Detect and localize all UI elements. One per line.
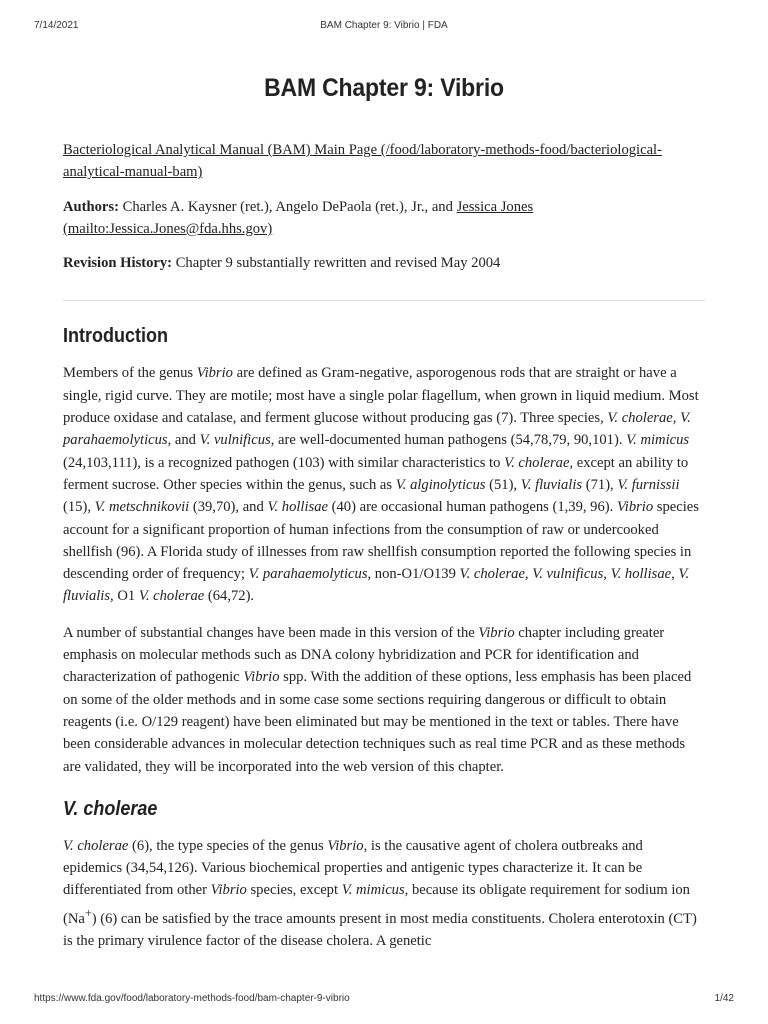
page-number: 1/42 bbox=[714, 993, 734, 1004]
v-cholerae-paragraph-1 bbox=[63, 835, 705, 952]
text-run: Members of the genus bbox=[63, 365, 197, 382]
text-run: species, except bbox=[246, 882, 342, 899]
text-run: (40) are occasional human pathogens (1,39, 96). bbox=[327, 499, 617, 516]
revision-text: Chapter 9 substantially rewritten and revised May 2004 bbox=[175, 255, 501, 272]
text-run: , bbox=[672, 410, 681, 427]
italic-run: V. vulnificus bbox=[199, 432, 271, 449]
text-run: (6), the type species of the genus bbox=[128, 837, 328, 854]
v-cholerae-heading: V. cholerae bbox=[63, 797, 158, 820]
author-email-link[interactable]: Jessica Jones (mailto:Jessica.Jones@fda.hhs.gov) bbox=[63, 198, 534, 237]
italic-run: V. parahaemolyticus bbox=[248, 566, 368, 583]
text-run: (64,72). bbox=[204, 588, 255, 605]
italic-run: Vibrio bbox=[196, 365, 233, 382]
text-run: A number of substantial changes have been made in this version of the bbox=[63, 624, 479, 641]
print-date: 7/14/2021 bbox=[34, 20, 79, 31]
text-run: except an ability to ferment sucrose. Other species within the genus, such as bbox=[63, 454, 689, 493]
text-run: (39,70), and bbox=[189, 499, 268, 516]
text-run: , and bbox=[167, 432, 200, 449]
document-body bbox=[63, 74, 705, 966]
superscript-plus: + bbox=[84, 905, 92, 920]
italic-run: V. metschnikovii bbox=[94, 499, 190, 516]
italic-run: Vibrio bbox=[243, 669, 280, 686]
page-title: BAM Chapter 9: Vibrio bbox=[264, 74, 504, 102]
text-run: , non-O1/O139 bbox=[367, 566, 460, 583]
bam-main-page-link[interactable]: Bacteriological Analytical Manual (BAM) Main Page (/food/laboratory-methods-food/bacteriological-analytical-manual-bam) bbox=[63, 142, 662, 181]
italic-run: V. cholerae bbox=[607, 410, 673, 427]
authors-line bbox=[63, 196, 705, 241]
italic-run: V. cholerae, bbox=[504, 454, 574, 471]
italic-run: V. alginolyticus bbox=[395, 476, 486, 493]
italic-run: V. cholerae bbox=[63, 837, 129, 854]
text-run: spp. With the addition of these options, less emphasis has been placed on some of the older methods and in some case some sections requiring dangerous or difficult to obtain reagents (i.e. O/129 reagent) have been eliminated but may be mentioned in the text or tables. There have been considerable advances in molecular detection techniques such as real time PCR and as these methods are validated, they will be incorporated into the web version of this chapter. bbox=[63, 669, 692, 775]
authors-label: Authors: bbox=[63, 198, 119, 215]
text-run: (71), bbox=[582, 476, 618, 493]
text-run: (51), bbox=[485, 476, 521, 493]
italic-run: Vibrio bbox=[210, 882, 247, 899]
text-run: species account for a significant proportion of human infections from the consumption of raw or undercooked shellfish (96). A Florida study of illnesses from raw shellfish consumption reported the following species in descending order of frequency; bbox=[63, 499, 699, 583]
text-run: O1 bbox=[113, 588, 139, 605]
italic-run: V. cholerae bbox=[138, 588, 205, 605]
revision-history-line bbox=[63, 252, 705, 274]
text-run: are defined as Gram-negative, asporogenous rods that are straight or have a single, rigid curve. They are motile; most have a single polar flagellum, when grown in liquid medium. Most produce oxidase and catalase, and ferment glucose without producing gas (7). Three species, bbox=[63, 365, 699, 427]
introduction-paragraph-1 bbox=[63, 362, 705, 607]
italic-run: V. cholerae, V. vulnificus, V. hollisae, V. fluvialis, bbox=[63, 566, 690, 605]
text-run: , are well-documented human pathogens (54,78,79, 90,101). bbox=[270, 432, 627, 449]
revision-label: Revision History: bbox=[63, 255, 173, 272]
main-page-paragraph bbox=[63, 139, 705, 184]
introduction-paragraph-2 bbox=[63, 622, 705, 778]
text-run: , is the causative agent of cholera outbreaks and epidemics (34,54,126). Various biochemical properties and antigenic types characterize it. It can be differentiated from other bbox=[63, 837, 643, 899]
text-run: (24,103,111), is a recognized pathogen (103) with similar characteristics to bbox=[63, 454, 505, 471]
italic-run: V. fluvialis bbox=[520, 476, 583, 493]
text-run: (15), bbox=[63, 499, 95, 516]
section-divider bbox=[63, 300, 705, 301]
italic-run: V. furnissii bbox=[617, 476, 680, 493]
italic-run: Vibrio bbox=[616, 499, 654, 516]
italic-run: V. mimicus bbox=[626, 432, 690, 449]
italic-run: Vibrio bbox=[327, 837, 364, 854]
italic-run: V. hollisae bbox=[267, 499, 328, 516]
italic-run: Vibrio bbox=[478, 624, 515, 641]
italic-run: V. parahaemolyticus bbox=[63, 410, 691, 449]
print-url: https://www.fda.gov/food/laboratory-methods-food/bam-chapter-9-vibrio bbox=[34, 993, 350, 1004]
print-page-title: BAM Chapter 9: Vibrio | FDA bbox=[320, 20, 448, 31]
authors-text: Charles A. Kaysner (ret.), Angelo DePaola (ret.), Jr., and bbox=[122, 198, 453, 215]
text-run: ) (6) can be satisfied by the trace amounts present in most media constituents. Cholera enterotoxin (CT) is the primary virulence factor of the disease cholera. A genetic bbox=[63, 910, 697, 949]
italic-run: V. mimicus bbox=[341, 882, 405, 899]
text-run: , because its obligate requirement for sodium ion (Na bbox=[63, 882, 690, 927]
text-run: chapter including greater emphasis on molecular methods such as DNA colony hybridization and PCR for identification and characterization of pathogenic bbox=[63, 624, 665, 686]
introduction-heading: Introduction bbox=[63, 325, 168, 348]
